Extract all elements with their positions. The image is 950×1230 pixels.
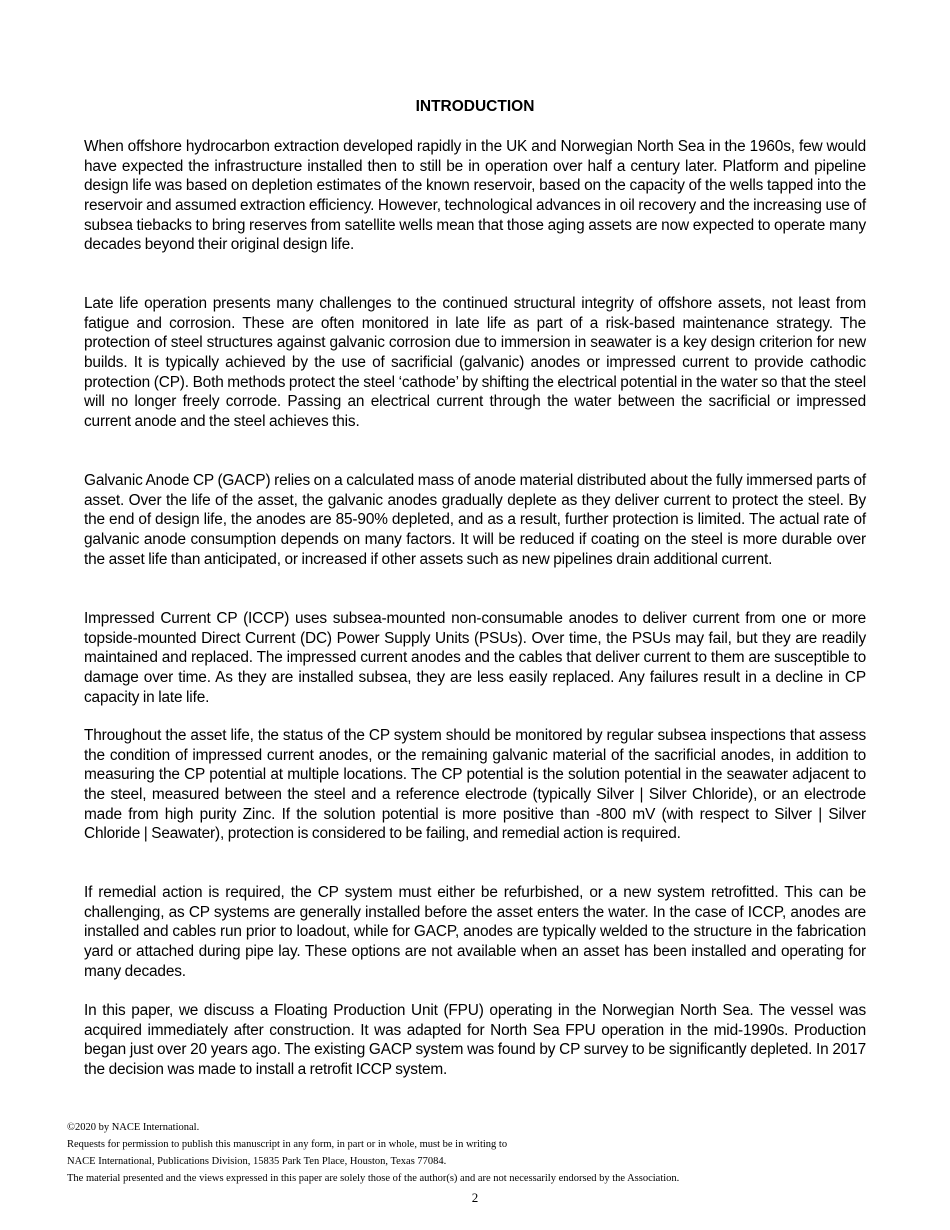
paragraph-7: In this paper, we discuss a Floating Production Unit (FPU) operating in the Norwegian North Sea. The vessel was acquired immediately after construction. It was adapted for North Sea FPU operation in the mid-1990s. Production began just over 20 years ago. The existing GACP system was found by CP survey to be significantly depleted. In 2017 the decision was made to install a retrofit ICCP system. [84, 1002, 866, 1078]
publisher-address: NACE International, Publications Division, 15835 Park Ten Place, Houston, Texas 77084. [67, 1156, 447, 1167]
paragraph-1: When offshore hydrocarbon extraction developed rapidly in the UK and Norwegian North Sea in the 1960s, few would have expected the infrastructure installed then to still be in operation over half a century later. Platform and pipeline design life was based on depletion estimates of the known reservoir, based on the capacity of the wells tapped into the reservoir and assumed extraction efficiency. However, technological advances in oil recovery and the increasing use of subsea tiebacks to bring reserves from satellite wells mean that those aging assets are now expected to operate many decades beyond their original design life. [84, 138, 866, 254]
paragraph-5: Throughout the asset life, the status of the CP system should be monitored by regular subsea inspections that assess the condition of impressed current anodes, or the remaining galvanic material of the sacrificial anodes, in addition to measuring the CP potential at multiple locations. The CP potential is the solution potential in the seawater adjacent to the steel, measured between the steel and a reference electrode (typically Silver | Silver Chloride), or an electrode made from high purity Zinc. If the solution potential is more positive than -800 mV (with respect to Silver | Silver Chloride | Seawater), protection is considered to be failing, and remedial action is required. [84, 727, 866, 843]
page-number: 2 [471, 1190, 479, 1205]
paragraph-4: Impressed Current CP (ICCP) uses subsea-mounted non-consumable anodes to deliver current from one or more topside-mounted Direct Current (DC) Power Supply Units (PSUs). Over time, the PSUs may fail, but they are readily maintained and replaced. The impressed current anodes and the cables that deliver current to them are susceptible to damage over time. As they are installed subsea, they are less easily replaced. Any failures result in a decline in CP capacity in late life. [84, 610, 866, 706]
paragraph-3: Galvanic Anode CP (GACP) relies on a calculated mass of anode material distributed about the fully immersed parts of asset. Over the life of the asset, the galvanic anodes gradually deplete as they deliver current to protect the steel. By the end of design life, the anodes are 85-90% depleted, and as a result, further protection is limited. The actual rate of galvanic anode consumption depends on many factors. It will be reduced if coating on the steel is more durable over the asset life than anticipated, or increased if other assets such as new pipelines drain additional current. [84, 472, 866, 568]
copyright-footer [67, 1119, 887, 1187]
paragraph-6: If remedial action is required, the CP system must either be refurbished, or a new system retrofitted. This can be challenging, as CP systems are generally installed before the asset enters the water. In the case of ICCP, anodes are installed and cables run prior to loadout, while for GACP, anodes are typically welded to the structure in the fabrication yard or attached during pipe lay. These options are not available when an asset has been installed and operating for many decades. [84, 884, 866, 980]
section-heading: INTRODUCTION [415, 98, 535, 115]
disclaimer: The material presented and the views expressed in this paper are solely those of the author(s) and are not necessarily endorsed by the Association. [67, 1173, 680, 1184]
paragraph-2: Late life operation presents many challenges to the continued structural integrity of offshore assets, not least from fatigue and corrosion. These are often monitored in late life as part of a risk-based maintenance strategy. The protection of steel structures against galvanic corrosion due to immersion in seawater is a key design criterion for new builds. It is typically achieved by the use of sacrificial (galvanic) anodes or impressed current to provide cathodic protection (CP). Both methods protect the steel ‘cathode’ by shifting the electrical potential in the water so that the steel will no longer freely corrode. Passing an electrical current through the water between the sacrificial or impressed current anode and the steel achieves this. [84, 295, 866, 430]
permission-notice: Requests for permission to publish this manuscript in any form, in part or in whole, must be in writing to [67, 1139, 508, 1150]
copyright-notice: ©2020 by NACE International. [67, 1122, 200, 1133]
